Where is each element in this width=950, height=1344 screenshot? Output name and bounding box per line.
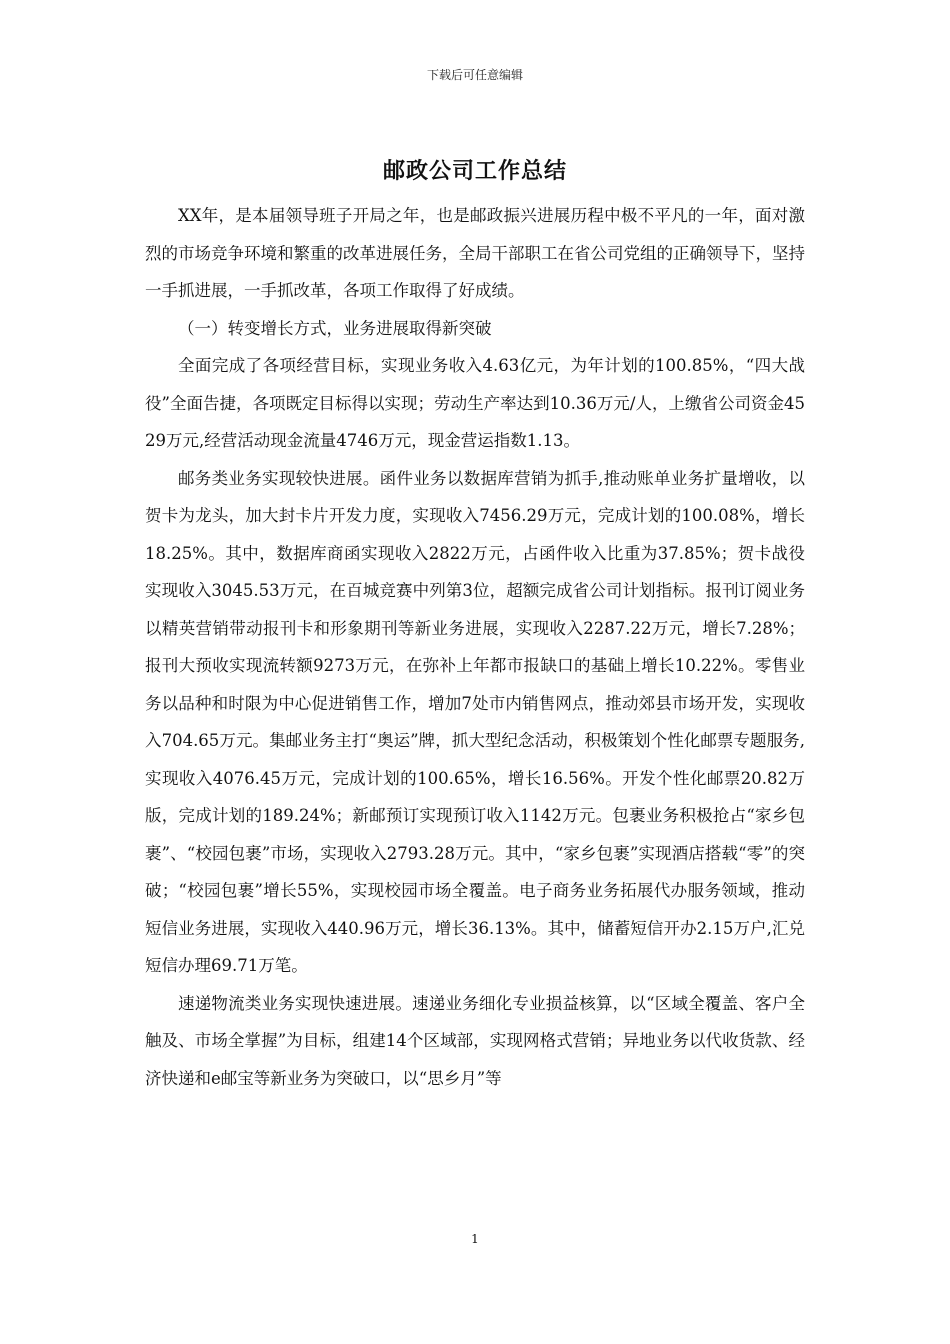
document-body (145, 197, 805, 1097)
page-title: 邮政公司工作总结 (382, 158, 567, 184)
section-heading: （一）转变增长方式，业务进展取得新突破 (178, 318, 492, 338)
paragraph-postal-business: 邮务类业务实现较快进展。函件业务以数据库营销为抓手,推动账单业务扩量增收，以贺卡为龙头，加大封卡片开发力度，实现收入7456.29万元，完成计划的100.08%，增长18.25%。其中，数据库商函实现收入2822万元，占函件收入比重为37.85%；贺卡战役实现收入3045.53万元，在百城竞赛中列第3位，超额完成省公司计划指标。报刊订阅业务以精英营销带动报刊卡和形象期刊等新业务进展，实现收入2287.22万元，增长7.28%；报刊大预收实现流转额9273万元，在弥补上年都市报缺口的基础上增长10.22%。零售业务以品种和时限为中心促进销售工作，增加7处市内销售网点，推动郊县市场开发，实现收入704.65万元。集邮业务主打“奥运”牌，抓大型纪念活动，积极策划个性化邮票专题服务,实现收入4076.45万元，完成计划的100.65%，增长16.56%。开发个性化邮票20.82万版，完成计划的189.24%；新邮预订实现预订收入1142万元。包裹业务积极抢占“家乡包裹”、“校园包裹”市场，实现收入2793.28万元。其中，“家乡包裹”实现酒店搭载“零”的突破；“校园包裹”增长55%，实现校园市场全覆盖。电子商务业务拓展代办服务领域，推动短信业务进展，实现收入440.96万元，增长36.13%。其中，储蓄短信开办2.15万户,汇兑短信办理69.71万笔。 (145, 468, 805, 975)
paragraph-overall-targets: 全面完成了各项经营目标，实现业务收入4.63亿元，为年计划的100.85%，“四大战役”全面告捷，各项既定目标得以实现；劳动生产率达到10.36万元/人，上缴省公司资金4529万元,经营活动现金流量4746万元，现金营运指数1.13。 (145, 356, 805, 450)
page-number: 1 (471, 1232, 479, 1246)
header-note: 下载后可任意编辑 (426, 68, 523, 82)
paragraph-intro: XX年，是本届领导班子开局之年，也是邮政振兴进展历程中极不平凡的一年，面对激烈的市场竞争环境和繁重的改革进展任务，全局干部职工在省公司党组的正确领导下，坚持一手抓进展，一手抓改革，各项工作取得了好成绩。 (145, 206, 805, 300)
paragraph-express-logistics: 速递物流类业务实现快速进展。速递业务细化专业损益核算，以“区域全覆盖、客户全触及、市场全掌握”为目标，组建14个区域部，实现网格式营销；异地业务以代收货款、经济快递和e邮宝等新业务为突破口，以“思乡月”等 (145, 993, 805, 1088)
